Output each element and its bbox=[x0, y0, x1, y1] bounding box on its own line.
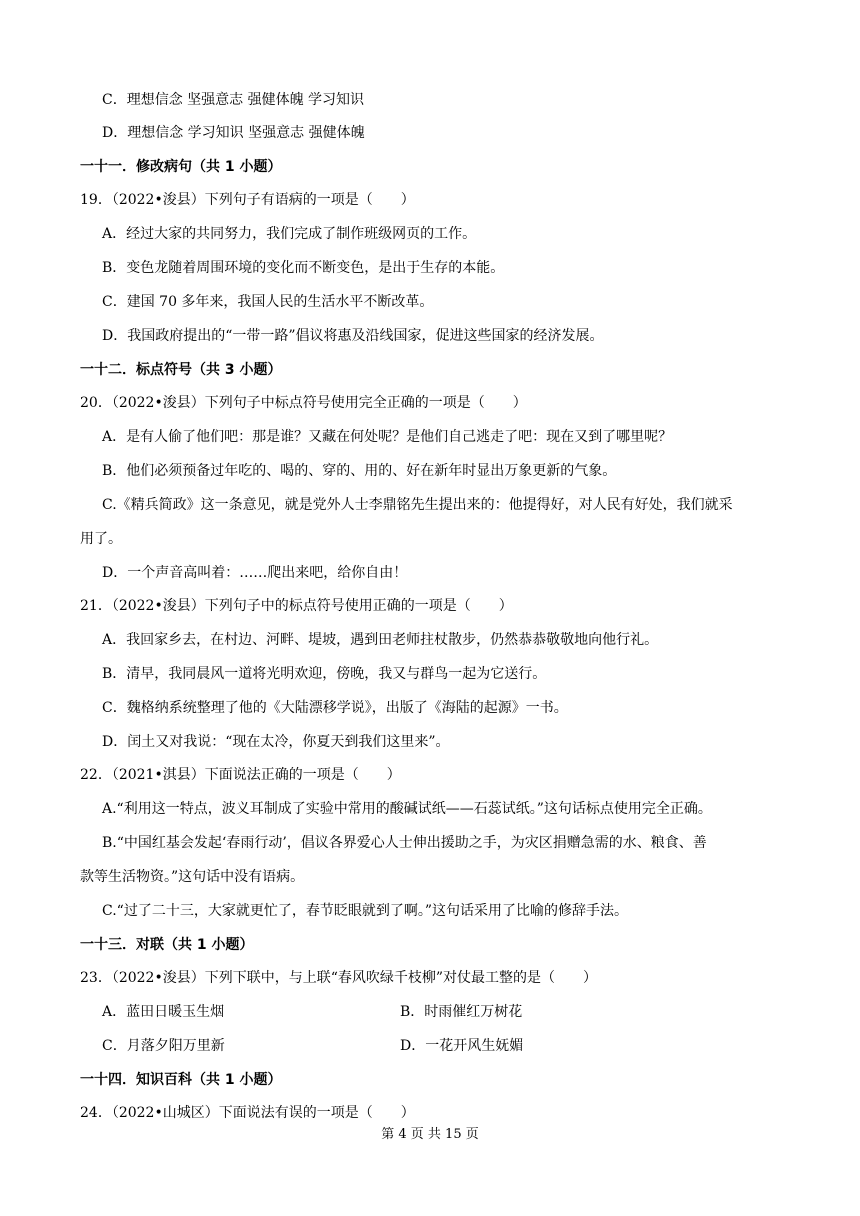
option-c-continued: 用了。 bbox=[80, 531, 122, 547]
question-21: 21．（2022•浚县）下列句子中的标点符号使用正确的一项是（ ） bbox=[80, 598, 513, 614]
option-b: B．时雨催红万树花 bbox=[400, 1004, 523, 1020]
option-b-continued: 款等生活物资。”这句话中没有语病。 bbox=[80, 869, 305, 885]
option-c: C．魏格纳系统整理了他的《大陆漂移学说》，出版了《海陆的起源》一书。 bbox=[102, 700, 568, 716]
option-c: C．理想信念 坚强意志 强健体魄 学习知识 bbox=[102, 92, 365, 108]
option-a: A.“利用这一特点，波义耳制成了实验中常用的酸碱试纸——石蕊试纸。”这句话标点使用完全正确。 bbox=[102, 801, 712, 817]
section-heading: 一十四．知识百科（共 1 小题） bbox=[80, 1072, 282, 1088]
option-d: D．一花开风生妩媚 bbox=[400, 1038, 524, 1054]
section-heading: 一十三．对联（共 1 小题） bbox=[80, 937, 254, 953]
option-c: C．月落夕阳万里新 bbox=[102, 1038, 225, 1054]
question-22: 22．（2021•淇县）下面说法正确的一项是（ ） bbox=[80, 767, 401, 783]
option-d: D．一个声音高叫着：……爬出来吧，给你自由！ bbox=[102, 565, 408, 581]
question-19: 19．（2022•浚县）下列句子有语病的一项是（ ） bbox=[80, 192, 415, 208]
question-23: 23．（2022•浚县）下列下联中，与上联“春风吹绿千枝柳”对仗最工整的是（ ） bbox=[80, 970, 598, 986]
option-c: C.《精兵简政》这一条意见，就是党外人士李鼎铭先生提出来的：他提得好，对人民有好处，我们就采 bbox=[102, 497, 733, 513]
option-d: D．闰土又对我说：“现在太冷，你夏天到我们这里来”。 bbox=[102, 734, 450, 750]
option-b: B．变色龙随着周围环境的变化而不断变色，是出于生存的本能。 bbox=[102, 260, 505, 276]
option-a: A．是有人偷了他们吧：那是谁？又藏在何处呢？是他们自己逃走了吧：现在又到了哪里呢？ bbox=[102, 429, 673, 445]
option-a: A．经过大家的共同努力，我们完成了制作班级网页的工作。 bbox=[102, 226, 477, 242]
question-24: 24．（2022•山城区）下面说法有误的一项是（ ） bbox=[80, 1105, 415, 1121]
question-20: 20．（2022•浚县）下列句子中标点符号使用完全正确的一项是（ ） bbox=[80, 395, 527, 411]
option-c: C．建国 70 多年来，我国人民的生活水平不断改革。 bbox=[102, 294, 434, 310]
option-b: B．清早，我同晨风一道将光明欢迎，傍晚，我又与群鸟一起为它送行。 bbox=[102, 666, 547, 682]
option-b: B.“中国红基会发起‘春雨行动’，倡议各界爱心人士伸出援助之手，为灾区捐赠急需的水、粮食、善 bbox=[102, 835, 707, 851]
page-footer: 第 4 页 共 15 页 bbox=[381, 1127, 479, 1142]
option-d: D．我国政府提出的“一带一路”倡议将惠及沿线国家，促进这些国家的经济发展。 bbox=[102, 328, 604, 344]
section-heading: 一十一．修改病句（共 1 小题） bbox=[80, 159, 282, 175]
option-a: A．我回家乡去，在村边、河畔、堤坡，遇到田老师拄杖散步，仍然恭恭敬敬地向他行礼。 bbox=[102, 632, 659, 648]
option-a: A．蓝田日暖玉生烟 bbox=[102, 1004, 225, 1020]
section-heading: 一十二．标点符号（共 3 小题） bbox=[80, 362, 282, 378]
option-d: D．理想信念 学习知识 坚强意志 强健体魄 bbox=[102, 125, 365, 141]
option-b: B．他们必须预备过年吃的、喝的、穿的、用的、好在新年时显出万象更新的气象。 bbox=[102, 463, 617, 479]
option-c: C.“过了二十三，大家就更忙了，春节眨眼就到了啊。”这句话采用了比喻的修辞手法。 bbox=[102, 903, 628, 919]
